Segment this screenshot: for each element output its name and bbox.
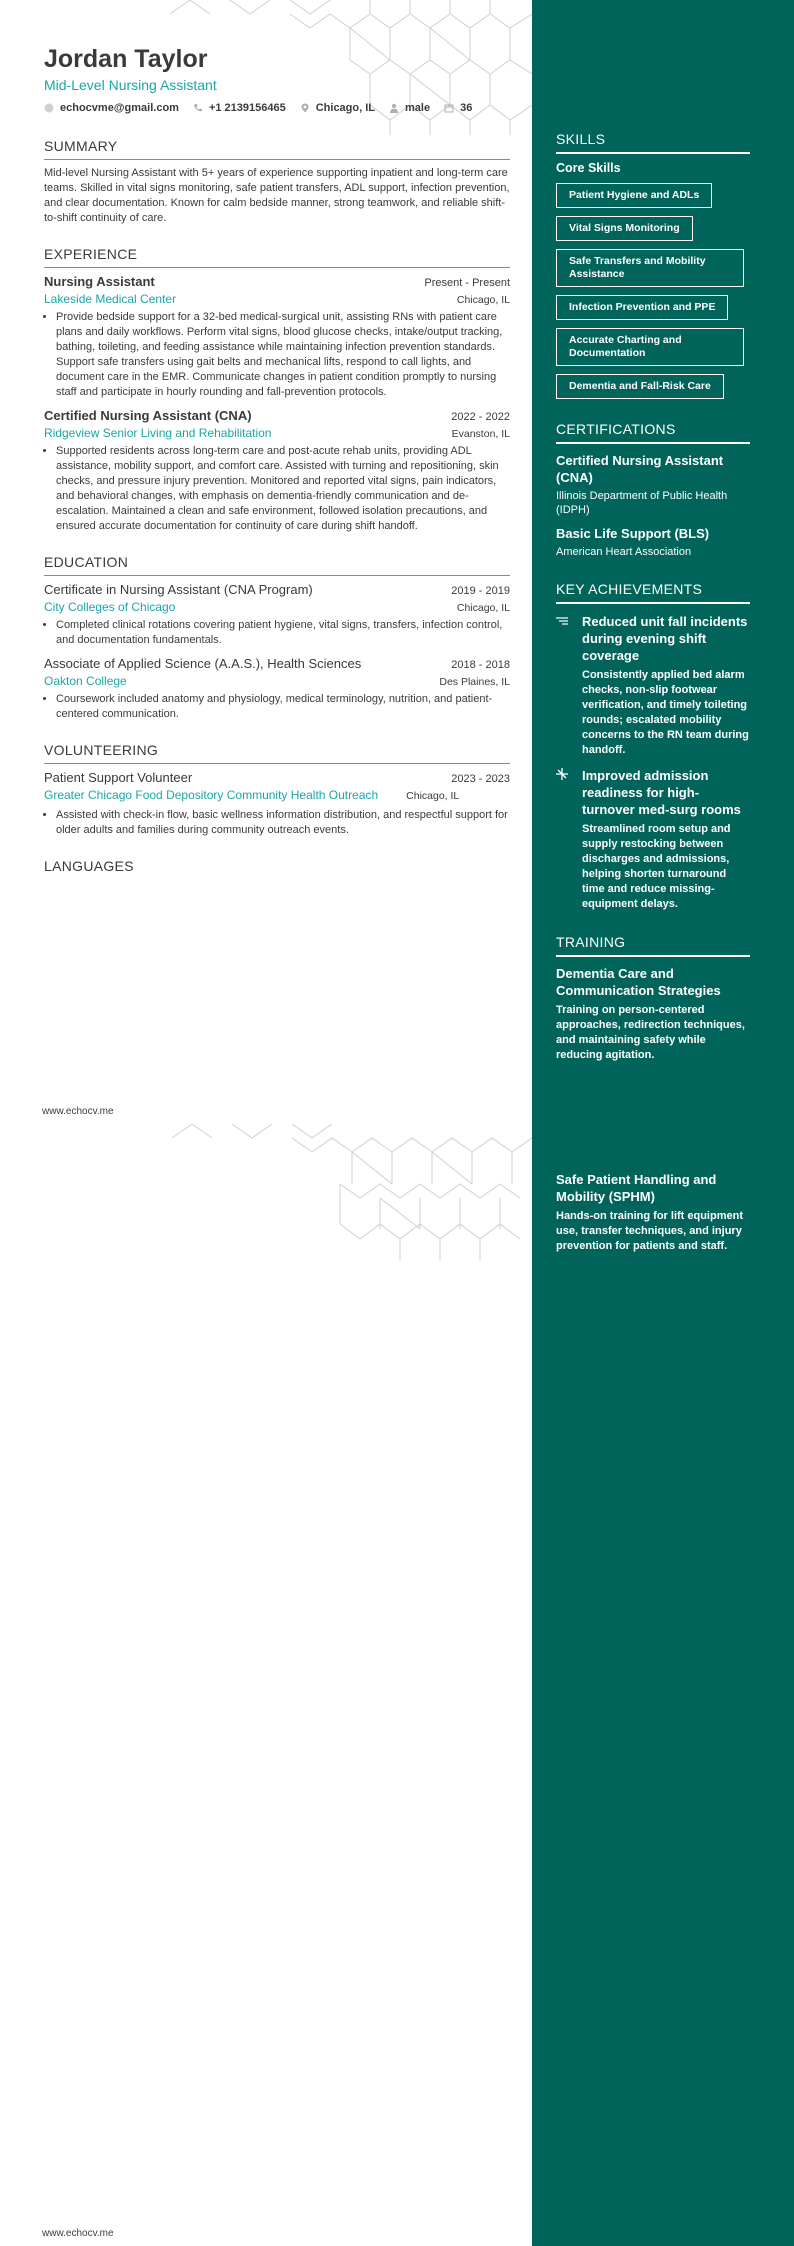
cert-org: American Heart Association — [556, 546, 692, 558]
job-date: 2022 - 2022 — [451, 411, 510, 423]
degree-title: Certificate in Nursing Assistant (CNA Program) — [44, 582, 313, 597]
contact-gender — [389, 102, 430, 114]
achievement-desc: Consistently applied bed alarm checks, non-slip footwear verification, and timely toileting rounds; escalated mobility concerns to the RN team during handoff. — [582, 669, 749, 756]
training-continued — [556, 1163, 750, 1254]
training-title: Dementia Care and Communication Strategies — [556, 966, 721, 998]
cert-name: Basic Life Support (BLS) — [556, 526, 710, 541]
experience-entry — [44, 408, 510, 534]
volunteer-location: Chicago, IL — [406, 790, 460, 802]
training-heading: TRAINING — [556, 934, 750, 957]
school-name: City Colleges of Chicago — [44, 600, 176, 614]
achievements-section — [556, 581, 750, 912]
calendar-icon — [444, 103, 454, 113]
education-bullets — [44, 692, 510, 722]
achievement-desc: Streamlined room setup and supply restocking between discharges and admissions, helping shorten turnaround time and reduce missing-equipment delays. — [582, 823, 731, 910]
volunteering-entry — [44, 770, 510, 838]
candidate-name: Jordan Taylor — [44, 45, 208, 73]
cert-org: Illinois Department of Public Health (IDPH) — [556, 490, 728, 516]
skill-tag: Patient Hygiene and ADLs — [556, 183, 712, 208]
contact-phone[interactable] — [193, 102, 286, 114]
volunteer-bullet: • Assisted with check-in flow, basic wellness information distribution, and respectful support for older adults and families during community outreach events. — [56, 808, 510, 838]
volunteering-section — [44, 742, 510, 838]
volunteering-heading: VOLUNTEERING — [44, 742, 510, 764]
degree-date: 2019 - 2019 — [451, 585, 510, 597]
achievement-item — [556, 613, 750, 758]
candidate-title: Mid-Level Nursing Assistant — [44, 77, 217, 93]
footer-url[interactable]: www.echocv.me — [42, 2228, 114, 2239]
contact-age — [444, 102, 472, 114]
school-location: Chicago, IL — [456, 602, 510, 614]
age-text: 36 — [460, 102, 473, 114]
volunteer-role: Patient Support Volunteer — [44, 770, 193, 785]
job-bullets — [44, 444, 510, 534]
achievement-title: Improved admission readiness for high-turnover med-surg rooms — [582, 768, 741, 817]
skills-section — [556, 131, 750, 399]
volunteer-bullets — [44, 808, 510, 838]
school-location: Des Plaines, IL — [439, 676, 510, 688]
volunteer-date: 2023 - 2023 — [451, 773, 510, 785]
languages-section — [44, 858, 510, 879]
experience-heading: EXPERIENCE — [44, 246, 510, 268]
achievement-item — [556, 767, 750, 912]
school-name: Oakton College — [44, 674, 127, 688]
sparkle-icon — [556, 767, 570, 912]
skills-subheading: Core Skills — [556, 161, 621, 175]
skill-tag: Safe Transfers and Mobility Assistance — [556, 249, 744, 287]
gender-text: male — [405, 102, 431, 114]
degree-title: Associate of Applied Science (A.A.S.), Health Sciences — [44, 656, 362, 671]
training-section — [556, 934, 750, 1063]
skill-tag: Infection Prevention and PPE — [556, 295, 728, 320]
email-text: echocvme@gmail.com — [60, 102, 179, 114]
geometric-pattern-page2 — [170, 1124, 532, 1260]
job-date: Present - Present — [424, 277, 510, 289]
skill-tag: Vital Signs Monitoring — [556, 216, 693, 241]
sidebar — [556, 131, 750, 1063]
skills-list — [556, 175, 750, 399]
summary-heading: SUMMARY — [44, 138, 510, 160]
education-section — [44, 554, 510, 722]
footer-url[interactable]: www.echocv.me — [42, 1106, 114, 1117]
location-text: Chicago, IL — [315, 102, 375, 114]
contact-email[interactable] — [44, 102, 179, 114]
job-role: Certified Nursing Assistant (CNA) — [44, 408, 252, 423]
achievement-title: Reduced unit fall incidents during evening shift coverage — [582, 614, 748, 663]
at-sign-icon — [44, 103, 54, 113]
training-desc: Hands-on training for lift equipment use, transfer techniques, and injury prevention for patients and staff. — [556, 1210, 743, 1252]
cert-name: Certified Nursing Assistant (CNA) — [556, 453, 724, 485]
achievements-heading: KEY ACHIEVEMENTS — [556, 581, 750, 604]
education-bullet: • Coursework included anatomy and physiology, medical terminology, nutrition, and patient-centered communication. — [56, 692, 510, 722]
skill-tag: Dementia and Fall-Risk Care — [556, 374, 724, 399]
certifications-heading: CERTIFICATIONS — [556, 421, 750, 444]
experience-section — [44, 246, 510, 534]
job-location: Evanston, IL — [451, 428, 510, 440]
list-lines-icon — [556, 613, 570, 758]
job-organization: Lakeside Medical Center — [44, 292, 177, 306]
languages-heading: LANGUAGES — [44, 858, 134, 874]
certifications-section — [556, 421, 750, 559]
job-role: Nursing Assistant — [44, 274, 155, 289]
phone-text: +1 2139156465 — [208, 102, 286, 114]
main-column — [44, 44, 510, 885]
contact-row — [44, 102, 510, 114]
job-organization: Ridgeview Senior Living and Rehabilitation — [44, 426, 272, 440]
skills-heading: SKILLS — [556, 131, 750, 154]
training-desc: Training on person-centered approaches, redirection techniques, and maintaining safety while reducing agitation. — [556, 1004, 745, 1061]
education-bullet: • Completed clinical rotations covering patient hygiene, vital signs, transfers, infection control, and documentation fundamentals. — [56, 618, 510, 648]
training-title: Safe Patient Handling and Mobility (SPHM) — [556, 1172, 717, 1204]
contact-location — [300, 102, 375, 114]
phone-icon — [193, 103, 203, 113]
summary-text: Mid-level Nursing Assistant with 5+ years of experience supporting inpatient and long-term care teams. Skilled in vital signs monitoring, safe patient transfers, ADL support, infection prevention, and clear documentation. Known for calm bedside manner, strong teamwork, and reliable shift-to-shift continuity of care. — [44, 167, 510, 224]
education-entry — [44, 656, 510, 722]
volunteer-organization: Greater Chicago Food Depository Community Health Outreach — [44, 788, 379, 802]
education-entry — [44, 582, 510, 648]
job-bullets — [44, 310, 510, 400]
education-heading: EDUCATION — [44, 554, 510, 576]
summary-section — [44, 138, 510, 226]
person-icon — [389, 103, 399, 113]
location-pin-icon — [300, 103, 310, 113]
skill-tag: Accurate Charting and Documentation — [556, 328, 744, 366]
degree-date: 2018 - 2018 — [451, 659, 510, 671]
job-location: Chicago, IL — [456, 294, 510, 306]
experience-entry — [44, 274, 510, 400]
job-bullet: • Supported residents across long-term care and post-acute rehab units, providing ADL assistance, mobility support, and comfort care. Assisted with turning and repositioning, skin checks, and pressure injury prevention. Monitored and reported vital signs, pain indicators, and behavioral changes, with emphasis on dementia-friendly communication and de-escalation. Maintained a clean and safe environment, followed isolation precautions, and ensured accurate documentation for continuity of care during shift handoff. — [56, 444, 510, 534]
education-bullets — [44, 618, 510, 648]
job-bullet: • Provide bedside support for a 32-bed medical-surgical unit, assisting RNs with patient care plans and daily workflows. Perform vital signs, blood glucose checks, intake/output tracking, bathing, toileting, and feeding assistance while maintaining infection prevention standards. Support safe transfers using gait belts and mechanical lifts, respond to call lights, and document care in the EMR. Communicate changes in patient condition promptly to nursing staff and participate in hourly rounding and fall-prevention protocols. — [56, 310, 510, 400]
